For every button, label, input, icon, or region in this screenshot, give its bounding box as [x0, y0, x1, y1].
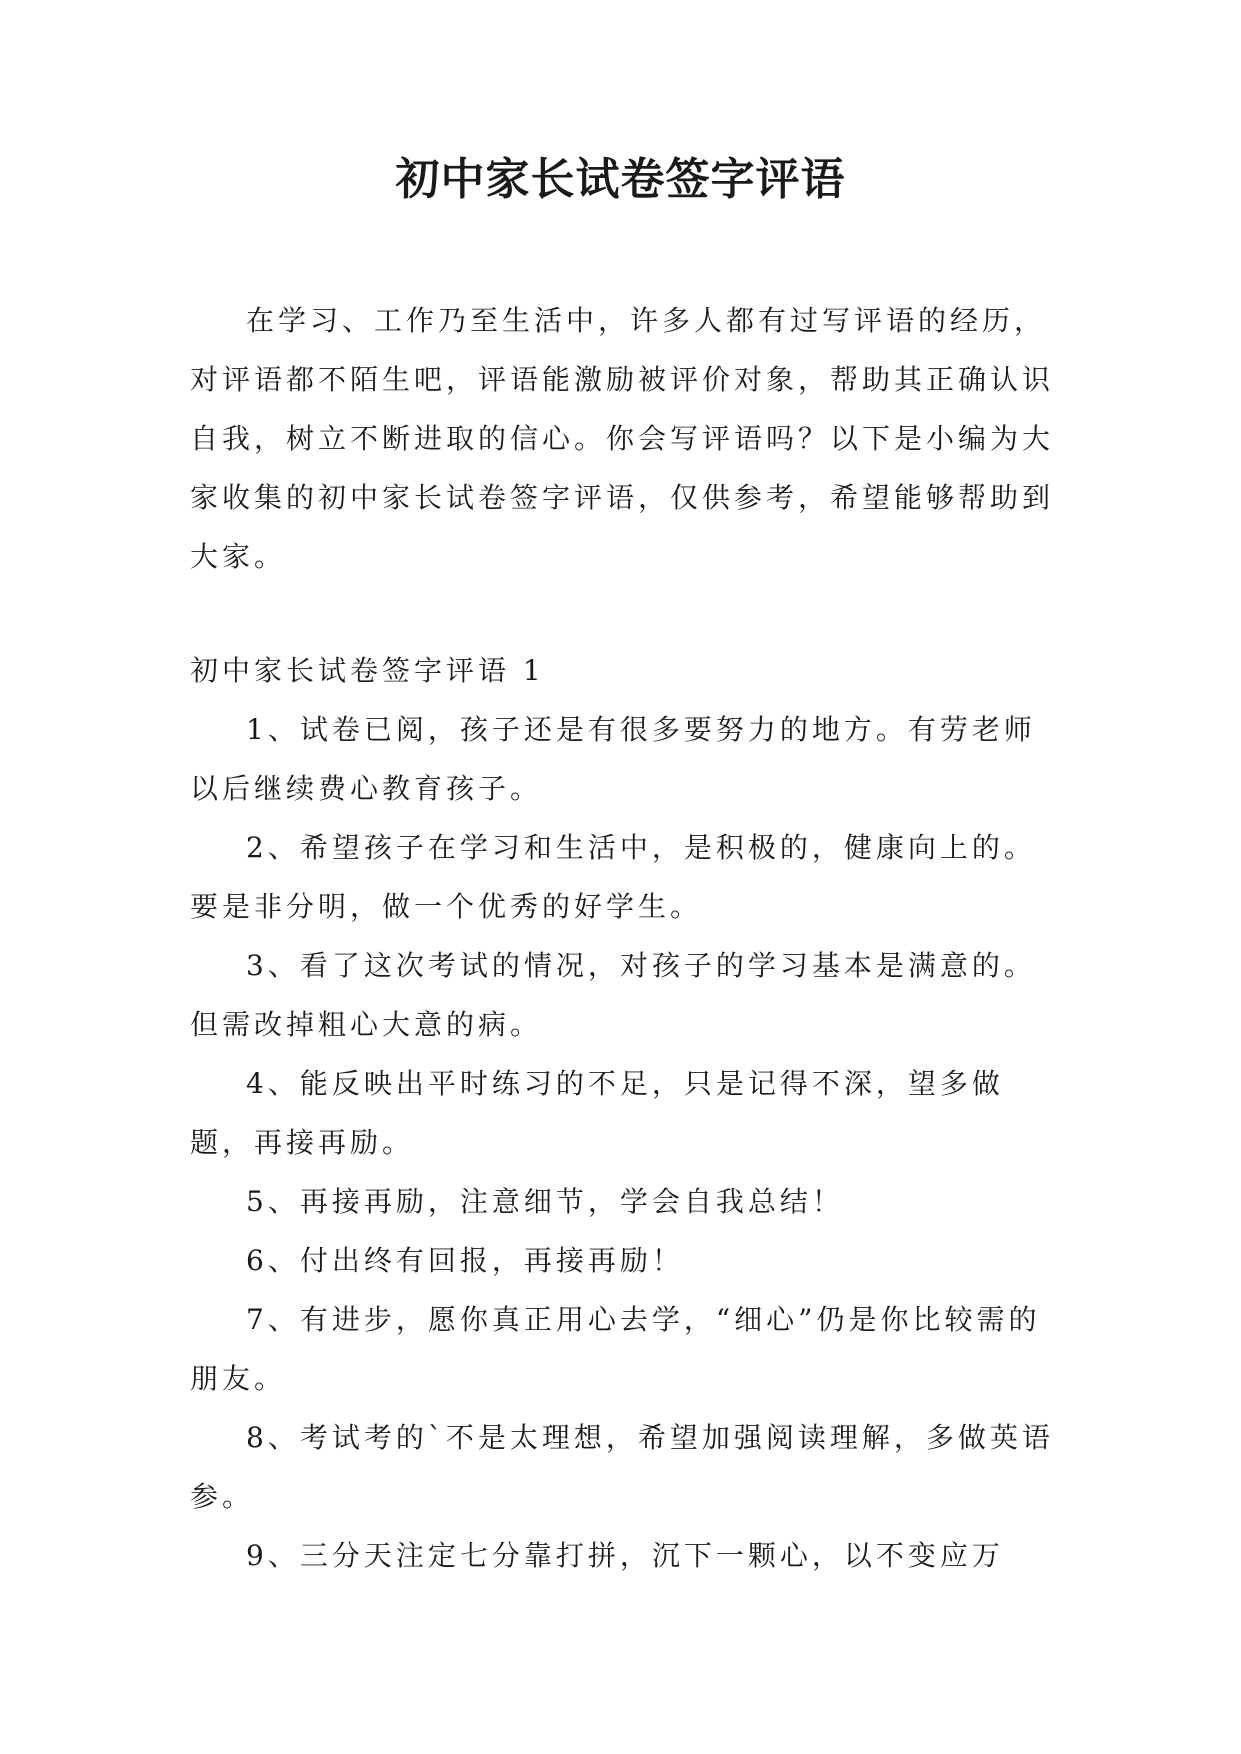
list-item: 3、看了这次考试的情况，对孩子的学习基本是满意的。但需改掉粗心大意的病。: [190, 949, 1036, 1041]
list-item: 2、希望孩子在学习和生活中，是积极的，健康向上的。要是非分明，做一个优秀的好学生。: [190, 831, 1036, 923]
list-item: 8、考试考的`不是太理想，希望加强阅读理解，多做英语参。: [190, 1421, 1054, 1513]
section-heading: 初中家长试卷签字评语 1: [190, 654, 545, 687]
list-item: 4、能反映出平时练习的不足，只是记得不深，望多做题，再接再励。: [190, 1067, 1004, 1159]
list-item: 7、有进步，愿你真正用心去学，“细心”仍是你比较需的朋友。: [190, 1303, 1041, 1395]
list-item: 1、试卷已阅，孩子还是有很多要努力的地方。有劳老师以后继续费心教育孩子。: [190, 713, 1036, 805]
list-item: 6、付出终有回报，再接再励！: [246, 1244, 684, 1277]
list-item: 9、三分天注定七分靠打拼，沉下一颗心，以不变应万: [246, 1539, 1004, 1572]
page-title: 初中家长试卷签字评语: [395, 154, 846, 205]
comment-list: [190, 700, 1065, 1585]
intro-paragraph: 在学习、工作乃至生活中，许多人都有过写评语的经历，对评语都不陌生吧，评语能激励被评价对象，帮助其正确认识自我，树立不断进取的信心。你会写评语吗？以下是小编为大家收集的初中家长试卷签字评语，仅供参考，希望能够帮助到大家。: [190, 304, 1055, 573]
list-item: 5、再接再励，注意细节，学会自我总结！: [246, 1185, 844, 1218]
